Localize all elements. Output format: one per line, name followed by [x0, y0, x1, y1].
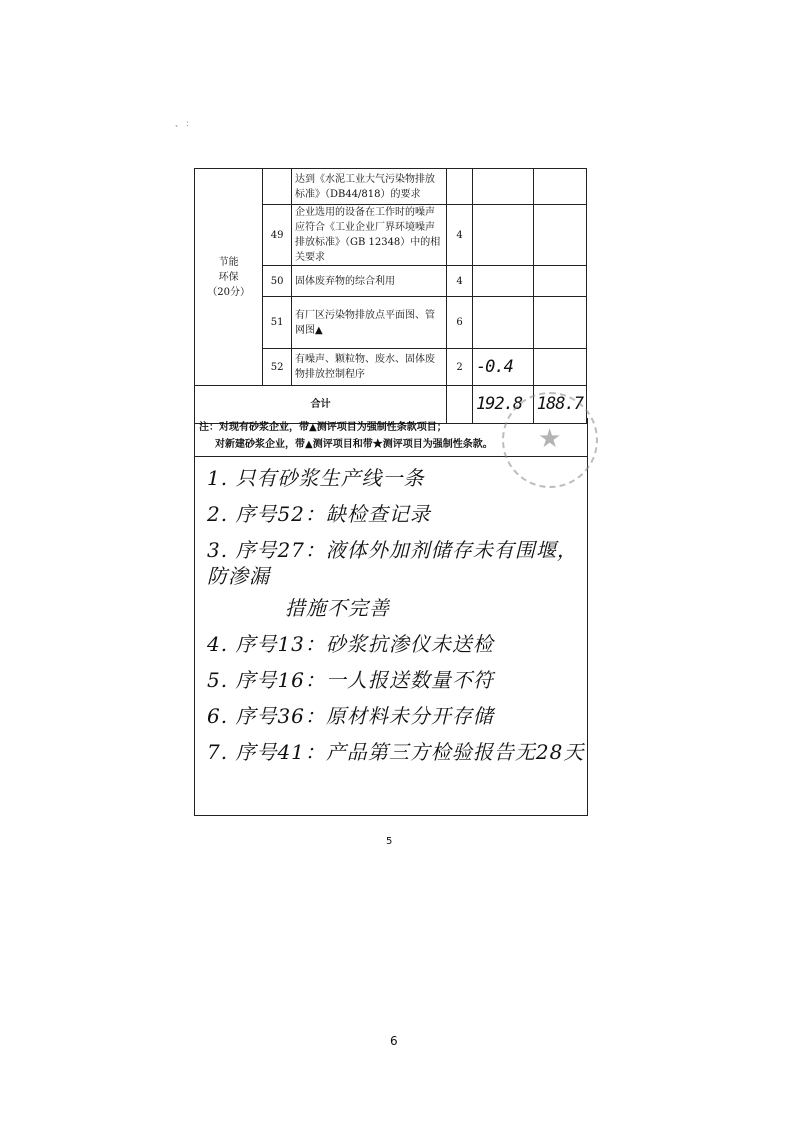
- total-value-1: 192.8: [472, 386, 533, 424]
- row-score: 6: [447, 297, 473, 349]
- note-line-1: 注：对现有砂浆企业，带▲测评项目为强制性条款项目；: [199, 422, 447, 433]
- row-remark: [533, 297, 586, 349]
- row-number: [263, 169, 292, 205]
- row-deduction: [472, 169, 533, 205]
- category-cell: 节能 环保 （20分）: [195, 169, 263, 386]
- finding-item: 5. 序号16：一人报送数量不符: [207, 668, 494, 692]
- scan-specks: 、 ：: [175, 119, 194, 128]
- row-number: 52: [263, 349, 292, 386]
- row-score: [447, 169, 473, 205]
- finding-item: 2. 序号52：缺检查记录: [207, 502, 431, 526]
- total-value-2: 188.7: [533, 386, 586, 424]
- inner-page-number: 5: [386, 836, 393, 847]
- row-remark: [533, 266, 586, 297]
- row-score: 4: [447, 205, 473, 266]
- row-deduction: [472, 266, 533, 297]
- row-description: 有噪声、颗粒物、废水、固体废物排放控制程序: [291, 349, 446, 386]
- finding-item: 4. 序号13：砂浆抗渗仪未送检: [207, 632, 494, 656]
- row-deduction: -0.4: [472, 349, 533, 386]
- row-number: 50: [263, 266, 292, 297]
- star-icon: ★: [538, 424, 562, 454]
- evaluation-table: [194, 168, 587, 424]
- finding-continuation: 措施不完善: [285, 596, 390, 620]
- row-description: 企业选用的设备在工作时的噪声应符合《工业企业厂界环境噪声排放标准》（GB 12348）中的相关要求: [291, 205, 446, 266]
- row-deduction: [472, 205, 533, 266]
- row-remark: [533, 349, 586, 386]
- finding-item: 6. 序号36：原材料未分开存储: [207, 704, 494, 728]
- finding-text: 3. 序号27：液体外加剂储存未有围堰，防渗漏: [207, 538, 578, 588]
- row-number: 49: [263, 205, 292, 266]
- note-line-2: 对新建砂浆企业，带▲测评项目和带★测评项目为强制性条款。: [215, 439, 493, 450]
- finding-item: 7. 序号41：产品第三方检验报告无28天: [207, 740, 585, 764]
- row-score: 2: [447, 349, 473, 386]
- handwritten-findings: [195, 457, 587, 765]
- row-remark: [533, 205, 586, 266]
- row-description: 达到《水泥工业大气污染物排放标准》（DB44/818）的要求: [291, 169, 446, 205]
- row-description: 固体废弃物的综合利用: [291, 266, 446, 297]
- outer-page-number: 6: [390, 1034, 398, 1048]
- table-row: [195, 169, 587, 205]
- row-remark: [533, 169, 586, 205]
- official-seal-icon: [502, 392, 598, 488]
- row-score: 4: [447, 266, 473, 297]
- row-description: 有厂区污染物排放点平面图、管网图▲: [291, 297, 446, 349]
- row-number: 51: [263, 297, 292, 349]
- row-deduction: [472, 297, 533, 349]
- finding-item: [207, 537, 587, 621]
- total-label: 合计: [195, 386, 447, 424]
- finding-item: 1. 只有砂浆生产线一条: [207, 466, 425, 490]
